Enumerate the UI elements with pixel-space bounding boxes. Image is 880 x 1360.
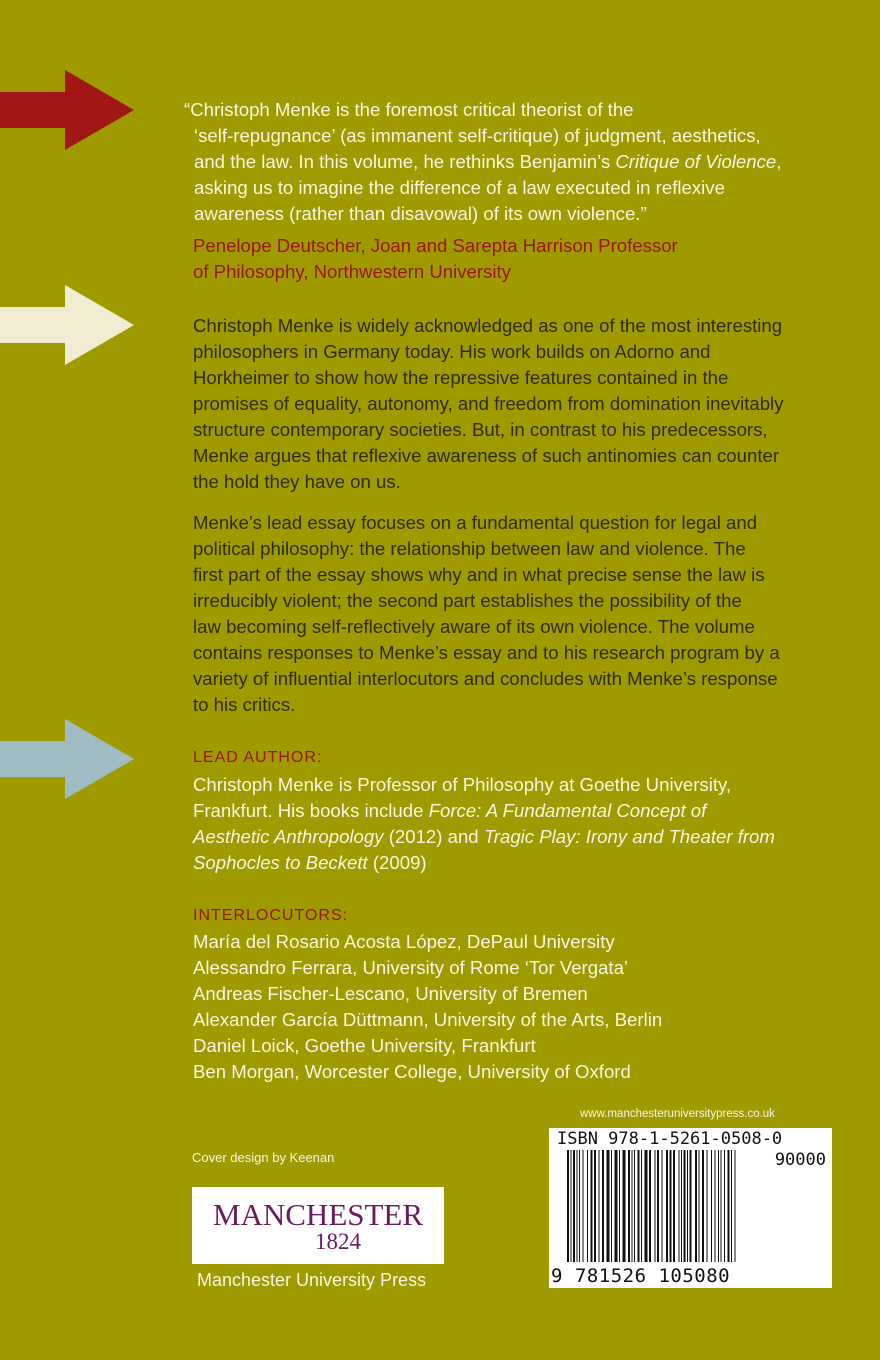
quote-line: [184, 149, 844, 175]
paragraph-line: political philosophy: the relationship between law and violence. The: [193, 538, 746, 559]
barcode-number: 9 781526 105080: [551, 1265, 731, 1287]
price-code: 90000: [774, 1150, 826, 1170]
list-item: Ben Morgan, Worcester College, University of Oxford: [193, 1061, 631, 1082]
paragraph-line: the hold they have on us.: [193, 471, 401, 492]
bio-text: Frankfurt. His books include: [193, 800, 429, 821]
book-title: Force: A Fundamental Concept of: [428, 800, 707, 821]
barcode-bar: [711, 1150, 712, 1262]
isbn-barcode: [549, 1128, 832, 1288]
attribution-line: Penelope Deutscher, Joan and Sarepta Harrison Professor: [193, 235, 678, 256]
cover-design-credit: Cover design by Keenan: [192, 1150, 335, 1165]
barcode-bar: [567, 1150, 569, 1262]
barcode-bar: [573, 1150, 575, 1262]
lead-author-bio: [193, 772, 853, 876]
barcode-bar: [619, 1150, 620, 1262]
barcode-bar: [702, 1150, 704, 1262]
barcode-bar: [611, 1150, 612, 1262]
bio-text: (2009): [367, 852, 427, 873]
list-item: María del Rosario Acosta López, DePaul University: [193, 931, 615, 952]
barcode-bar: [735, 1150, 736, 1262]
barcode-bar: [594, 1150, 596, 1262]
barcode-bar: [666, 1150, 668, 1262]
interlocutors-list: [193, 929, 793, 1085]
publisher-name: Manchester University Press: [197, 1270, 427, 1290]
quote-line: “Christoph Menke is the foremost critical theorist of the: [184, 99, 634, 120]
barcode-bar: [591, 1150, 593, 1262]
quote-line: awareness (rather than disavowal) of its own violence.”: [194, 203, 647, 224]
book-title: Aesthetic Anthropology: [193, 826, 384, 847]
barcode-bar: [670, 1150, 672, 1262]
barcode-bar: [571, 1150, 572, 1262]
quote-line-text: and the law. In this volume, he rethinks Benjamin’s: [194, 151, 616, 172]
isbn-label: ISBN 978-1-5261-0508-0: [557, 1129, 783, 1149]
paragraph-line: promises of equality, autonomy, and freedom from domination inevitably: [193, 393, 784, 414]
paragraph-line: variety of influential interlocutors and concludes with Menke’s response: [193, 668, 778, 689]
endorsement-quote: [184, 97, 844, 227]
barcode-bar: [715, 1150, 716, 1262]
attribution-line: of Philosophy, Northwestern University: [193, 261, 511, 282]
barcode-bar: [695, 1150, 697, 1262]
paragraph-line: structure contemporary societies. But, in contrast to his predecessors,: [193, 419, 768, 440]
paragraph-line: philosophers in Germany today. His work builds on Adorno and: [193, 341, 711, 362]
barcode-bar: [628, 1150, 630, 1262]
quote-attribution: [193, 233, 793, 285]
bio-line: Christoph Menke is Professor of Philosophy at Goethe University,: [193, 774, 732, 795]
barcode-bar: [662, 1150, 663, 1262]
paragraph-line: Christoph Menke is widely acknowledged as one of the most interesting: [193, 315, 783, 336]
barcode-bars: [567, 1150, 737, 1262]
barcode-bar: [602, 1150, 604, 1262]
barcode-bar: [587, 1150, 588, 1262]
blue-arrow-icon: [0, 719, 134, 799]
bio-line: [193, 824, 853, 850]
cream-arrow-icon: [0, 285, 134, 365]
quote-book-title: Critique of Violence: [615, 151, 777, 172]
interlocutors-heading: INTERLOCUTORS:: [193, 907, 349, 924]
description-paragraph-2: [193, 510, 833, 718]
list-item: Alexander García Düttmann, University of the Arts, Berlin: [193, 1009, 663, 1030]
list-item: Daniel Loick, Goethe University, Frankfurt: [193, 1035, 536, 1056]
barcode-bar: [638, 1150, 640, 1262]
barcode-bar: [679, 1150, 680, 1262]
bio-text: (2012) and: [383, 826, 484, 847]
paragraph-line: Horkheimer to show how the repressive features contained in the: [193, 367, 729, 388]
logo-wordmark: MANCHESTER: [212, 1197, 424, 1232]
paragraph-line: Menke argues that reflexive awareness of such antinomies can counter: [193, 445, 780, 466]
publisher-website: www.manchesteruniversitypress.co.uk: [580, 1108, 775, 1120]
description-paragraph-1: [193, 313, 833, 495]
paragraph-line: to his critics.: [193, 694, 296, 715]
book-title: Sophocles to Beckett: [193, 852, 368, 873]
barcode-bar: [724, 1150, 725, 1262]
barcode-bar: [583, 1150, 584, 1262]
bio-line: [193, 850, 853, 876]
barcode-bar: [657, 1150, 659, 1262]
barcode-bar: [728, 1150, 730, 1262]
bio-line: [193, 798, 853, 824]
barcode-bar: [687, 1150, 688, 1262]
barcode-bar: [634, 1150, 635, 1262]
barcode-bar: [655, 1150, 656, 1262]
list-item: Andreas Fischer-Lescano, University of Bremen: [193, 983, 588, 1004]
barcode-bar: [699, 1150, 700, 1262]
barcode-bar: [718, 1150, 719, 1262]
barcode-bar: [731, 1150, 732, 1262]
barcode-bar: [649, 1150, 651, 1262]
paragraph-line: law becoming self-reflectively aware of its own violence. The volume: [193, 616, 755, 637]
barcode-bar: [721, 1150, 722, 1262]
quote-line: ‘self-repugnance’ (as immanent self-critique) of judgment, aesthetics,: [194, 125, 761, 146]
barcode-bar: [645, 1150, 648, 1262]
logo-year: 1824: [315, 1229, 361, 1254]
barcode-bar: [632, 1150, 633, 1262]
quote-line: asking us to imagine the difference of a law executed in reflexive: [194, 177, 725, 198]
barcode-bar: [707, 1150, 708, 1262]
barcode-bar: [673, 1150, 675, 1262]
book-title: Tragic Play: Irony and Theater from: [483, 826, 775, 847]
paragraph-line: first part of the essay shows why and in what precise sense the law is: [193, 564, 765, 585]
barcode-bar: [615, 1150, 618, 1262]
barcode-bar: [690, 1150, 692, 1262]
barcode-bar: [579, 1150, 580, 1262]
paragraph-line: Menke’s lead essay focuses on a fundamental question for legal and: [193, 512, 758, 533]
red-arrow-icon: [0, 70, 134, 150]
barcode-bar: [681, 1150, 682, 1262]
lead-author-heading: LEAD AUTHOR:: [193, 749, 323, 766]
publisher-logo: [192, 1187, 444, 1264]
barcode-bar: [577, 1150, 578, 1262]
paragraph-line: irreducibly violent; the second part establishes the possibility of the: [193, 590, 742, 611]
barcode-bar: [607, 1150, 610, 1262]
barcode-bar: [684, 1150, 686, 1262]
barcode-bar: [641, 1150, 642, 1262]
barcode-bar: [623, 1150, 626, 1262]
paragraph-line: contains responses to Menke’s essay and to his research program by a: [193, 642, 780, 663]
list-item: Alessandro Ferrara, University of Rome ‘Tor Vergata’: [193, 957, 629, 978]
barcode-bar: [599, 1150, 600, 1262]
quote-comma: ,: [776, 151, 782, 172]
